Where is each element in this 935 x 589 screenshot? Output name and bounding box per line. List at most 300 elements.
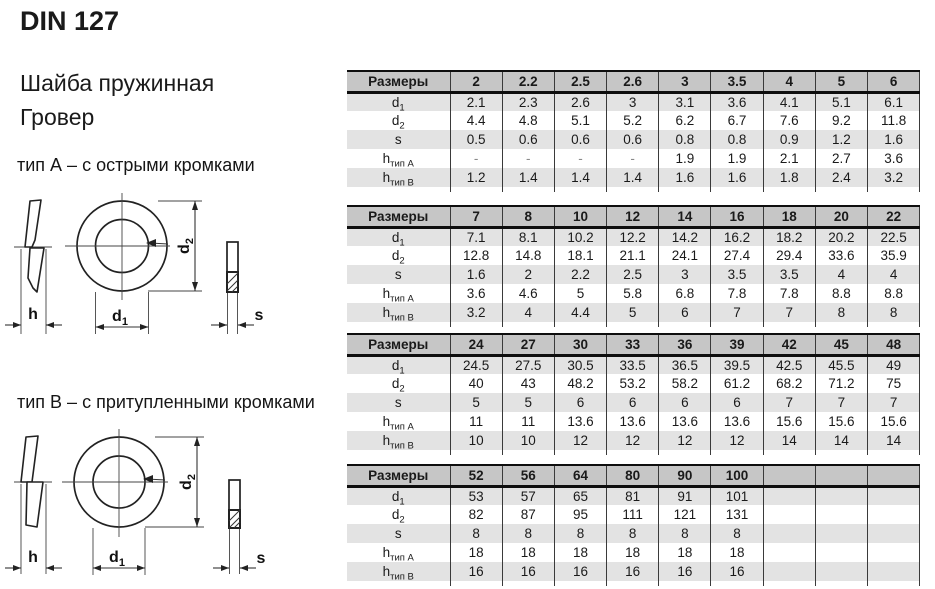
value-cell: - — [607, 149, 659, 168]
value-cell: 75 — [868, 374, 920, 393]
table-row — [347, 524, 920, 543]
value-cell — [763, 562, 815, 581]
border-stub-cell — [659, 581, 711, 586]
dim-label-h: h — [28, 306, 38, 323]
border-stub-row — [347, 450, 920, 455]
value-cell: 6.1 — [868, 92, 920, 111]
value-cell: 12 — [659, 431, 711, 450]
row-label-main: s — [394, 395, 402, 410]
size-column-header: 42 — [763, 334, 815, 355]
value-cell: 5.8 — [607, 284, 659, 303]
value-cell: 1.4 — [554, 168, 606, 187]
value-cell — [815, 562, 867, 581]
row-label — [347, 130, 450, 149]
size-column-header: 24 — [450, 334, 502, 355]
value-cell: 20.2 — [815, 227, 867, 246]
table-row — [347, 505, 920, 524]
table-row — [347, 374, 920, 393]
size-table-3 — [347, 333, 920, 455]
sizes-corner-header: Размеры — [347, 465, 450, 486]
row-label-sub: тип A — [390, 293, 414, 303]
value-cell — [815, 543, 867, 562]
size-column-header: 80 — [607, 465, 659, 486]
border-stub-cell — [763, 322, 815, 327]
front-view — [62, 429, 204, 575]
value-cell: 14 — [868, 431, 920, 450]
border-stub-cell — [868, 581, 920, 586]
value-cell: 4.6 — [502, 284, 554, 303]
row-label-main: d — [391, 507, 400, 522]
value-cell: 18 — [450, 543, 502, 562]
row-label-sub: 1 — [399, 237, 405, 246]
border-stub-cell — [607, 581, 659, 586]
border-stub-cell — [711, 187, 763, 192]
value-cell: 11.8 — [868, 111, 920, 130]
value-cell: 4.1 — [763, 92, 815, 111]
size-column-header: 27 — [502, 334, 554, 355]
size-table-2 — [347, 205, 920, 327]
table-row — [347, 412, 920, 431]
table-row — [347, 543, 920, 562]
row-label-main: s — [394, 132, 402, 147]
value-cell: 7.8 — [711, 284, 763, 303]
value-cell: 12 — [554, 431, 606, 450]
value-cell: 3.2 — [450, 303, 502, 322]
value-cell: 5 — [502, 393, 554, 412]
value-cell: - — [554, 149, 606, 168]
value-cell: 43 — [502, 374, 554, 393]
value-cell: 13.6 — [659, 412, 711, 431]
border-stub-cell — [607, 322, 659, 327]
row-label-main: h — [382, 170, 391, 185]
border-stub-cell — [815, 187, 867, 192]
size-column-header: 18 — [763, 206, 815, 227]
row-label — [347, 524, 450, 543]
row-label-sub: тип A — [390, 552, 414, 562]
border-stub-cell — [450, 187, 502, 192]
value-cell: 131 — [711, 505, 763, 524]
value-cell: 11 — [450, 412, 502, 431]
value-cell: 3 — [659, 265, 711, 284]
value-cell: 2.1 — [763, 149, 815, 168]
border-stub-cell — [347, 450, 450, 455]
size-column-header: 20 — [815, 206, 867, 227]
page-title: DIN 127 — [20, 6, 120, 36]
value-cell: 18.1 — [554, 246, 606, 265]
border-stub-cell — [502, 450, 554, 455]
value-cell: 8 — [450, 524, 502, 543]
border-stub-cell — [502, 187, 554, 192]
side-view — [5, 200, 62, 334]
size-column-header: 22 — [868, 206, 920, 227]
value-cell: 111 — [607, 505, 659, 524]
value-cell: 3.5 — [763, 265, 815, 284]
row-label-sub: тип A — [390, 421, 414, 431]
border-stub-cell — [711, 450, 763, 455]
row-label — [347, 168, 450, 187]
value-cell: 3.2 — [868, 168, 920, 187]
row-label-main: d — [391, 488, 400, 504]
header-row — [347, 334, 920, 355]
value-cell — [815, 505, 867, 524]
value-cell: - — [502, 149, 554, 168]
value-cell: 8 — [554, 524, 606, 543]
table-row — [347, 227, 920, 246]
value-cell: 3.6 — [711, 92, 763, 111]
value-cell: 4.4 — [450, 111, 502, 130]
tables-region — [347, 0, 920, 589]
border-stub-row — [347, 322, 920, 327]
size-column-header: 45 — [815, 334, 867, 355]
value-cell: 1.6 — [868, 130, 920, 149]
value-cell: 14 — [815, 431, 867, 450]
value-cell: 8.8 — [815, 284, 867, 303]
value-cell: 40 — [450, 374, 502, 393]
value-cell: 16 — [554, 562, 606, 581]
value-cell: 4.4 — [554, 303, 606, 322]
page-subtitle-line2: Гровер — [20, 104, 95, 130]
row-label — [347, 246, 450, 265]
value-cell: 7 — [868, 393, 920, 412]
table-row — [347, 431, 920, 450]
border-stub-cell — [711, 581, 763, 586]
size-column-header: 33 — [607, 334, 659, 355]
value-cell: 24.5 — [450, 355, 502, 374]
value-cell: 1.4 — [502, 168, 554, 187]
row-label-main: d — [391, 248, 400, 263]
dim-label-d1: $d_1$ — [109, 549, 125, 569]
value-cell: 21.1 — [607, 246, 659, 265]
size-column-header: 6 — [868, 71, 920, 92]
border-stub-cell — [450, 581, 502, 586]
value-cell: 1.6 — [659, 168, 711, 187]
border-stub-cell — [554, 187, 606, 192]
value-cell: 7 — [815, 393, 867, 412]
border-stub-cell — [502, 322, 554, 327]
size-column-header: 3 — [659, 71, 711, 92]
border-stub-cell — [815, 581, 867, 586]
value-cell: 16 — [502, 562, 554, 581]
value-cell: 2.1 — [450, 92, 502, 111]
value-cell: 8 — [607, 524, 659, 543]
value-cell: 16 — [607, 562, 659, 581]
size-column-header: 7 — [450, 206, 502, 227]
value-cell — [868, 505, 920, 524]
value-cell: 33.6 — [815, 246, 867, 265]
dim-label-d1: $d_1$ — [112, 308, 128, 328]
table-row — [347, 130, 920, 149]
value-cell: 27.5 — [502, 355, 554, 374]
size-column-header — [868, 465, 920, 486]
row-label-sub: 2 — [399, 255, 405, 265]
size-column-header: 16 — [711, 206, 763, 227]
value-cell — [763, 543, 815, 562]
value-cell: 53 — [450, 486, 502, 505]
value-cell: 18.2 — [763, 227, 815, 246]
row-label — [347, 562, 450, 581]
row-label — [347, 265, 450, 284]
size-column-header — [763, 465, 815, 486]
size-column-header: 5 — [815, 71, 867, 92]
value-cell: 5 — [607, 303, 659, 322]
value-cell: 2.2 — [554, 265, 606, 284]
value-cell: 65 — [554, 486, 606, 505]
value-cell: 29.4 — [763, 246, 815, 265]
size-column-header: 48 — [868, 334, 920, 355]
border-stub-row — [347, 187, 920, 192]
value-cell — [868, 562, 920, 581]
value-cell: 91 — [659, 486, 711, 505]
value-cell: 7 — [763, 303, 815, 322]
value-cell: 36.5 — [659, 355, 711, 374]
value-cell: 4 — [502, 303, 554, 322]
row-label-main: h — [382, 286, 391, 301]
value-cell: 6 — [659, 393, 711, 412]
value-cell: 87 — [502, 505, 554, 524]
value-cell: 2.7 — [815, 149, 867, 168]
size-column-header: 2 — [450, 71, 502, 92]
value-cell: 5.2 — [607, 111, 659, 130]
border-stub-cell — [347, 581, 450, 586]
value-cell: 5.1 — [554, 111, 606, 130]
value-cell: 82 — [450, 505, 502, 524]
row-label-sub: 2 — [399, 514, 405, 524]
border-stub-cell — [554, 581, 606, 586]
border-stub-cell — [868, 187, 920, 192]
value-cell: 15.6 — [815, 412, 867, 431]
value-cell: 13.6 — [711, 412, 763, 431]
size-column-header: 2.2 — [502, 71, 554, 92]
value-cell: 2.5 — [607, 265, 659, 284]
border-stub-cell — [607, 187, 659, 192]
value-cell: 2.4 — [815, 168, 867, 187]
value-cell: 48.2 — [554, 374, 606, 393]
value-cell: 0.6 — [502, 130, 554, 149]
value-cell: 0.9 — [763, 130, 815, 149]
value-cell: 8 — [502, 524, 554, 543]
size-column-header: 2.6 — [607, 71, 659, 92]
size-table-4 — [347, 464, 920, 586]
value-cell: 7.1 — [450, 227, 502, 246]
sizes-corner-header: Размеры — [347, 334, 450, 355]
value-cell: 4 — [815, 265, 867, 284]
size-column-header: 2.5 — [554, 71, 606, 92]
row-label — [347, 486, 450, 505]
value-cell: 12.2 — [607, 227, 659, 246]
value-cell: 8 — [868, 303, 920, 322]
type-a-washer-drawing — [0, 188, 280, 340]
value-cell: 12 — [607, 431, 659, 450]
row-label — [347, 149, 450, 168]
table-row — [347, 265, 920, 284]
value-cell: 6.2 — [659, 111, 711, 130]
value-cell: 1.6 — [711, 168, 763, 187]
row-label — [347, 505, 450, 524]
border-stub-cell — [450, 322, 502, 327]
value-cell: 6.8 — [659, 284, 711, 303]
value-cell: 14.8 — [502, 246, 554, 265]
size-column-header: 12 — [607, 206, 659, 227]
dim-label-h: h — [28, 549, 38, 566]
value-cell: 16.2 — [711, 227, 763, 246]
value-cell: 7.8 — [763, 284, 815, 303]
header-row — [347, 71, 920, 92]
value-cell: 27.4 — [711, 246, 763, 265]
value-cell: 5 — [554, 284, 606, 303]
border-stub-cell — [659, 187, 711, 192]
value-cell: - — [450, 149, 502, 168]
border-stub-cell — [815, 450, 867, 455]
border-stub-cell — [554, 322, 606, 327]
table-row — [347, 92, 920, 111]
row-label-sub: 1 — [399, 496, 405, 505]
value-cell: 16 — [450, 562, 502, 581]
value-cell: 1.4 — [607, 168, 659, 187]
row-label-main: s — [394, 526, 402, 541]
value-cell: 15.6 — [868, 412, 920, 431]
size-column-header: 8 — [502, 206, 554, 227]
row-label-sub: тип B — [390, 440, 414, 450]
value-cell: 5 — [450, 393, 502, 412]
row-label-sub: 1 — [399, 102, 405, 111]
row-label-main: h — [382, 305, 391, 320]
value-cell: 3.6 — [868, 149, 920, 168]
value-cell: 1.9 — [711, 149, 763, 168]
row-label-sub: 2 — [399, 120, 405, 130]
size-column-header: 14 — [659, 206, 711, 227]
row-label-main: h — [382, 414, 391, 429]
value-cell: 2.6 — [554, 92, 606, 111]
value-cell: 0.6 — [607, 130, 659, 149]
table-row — [347, 246, 920, 265]
row-label-main: h — [382, 433, 391, 448]
value-cell: 3.1 — [659, 92, 711, 111]
row-label-main: h — [382, 151, 391, 166]
table-row — [347, 284, 920, 303]
value-cell: 45.5 — [815, 355, 867, 374]
row-label — [347, 543, 450, 562]
value-cell: 12.8 — [450, 246, 502, 265]
value-cell: 14 — [763, 431, 815, 450]
table-row — [347, 303, 920, 322]
value-cell: 1.8 — [763, 168, 815, 187]
value-cell: 18 — [659, 543, 711, 562]
row-label-sub: тип A — [390, 158, 414, 168]
table-row — [347, 393, 920, 412]
value-cell: 2 — [502, 265, 554, 284]
border-stub-cell — [347, 322, 450, 327]
value-cell: 49 — [868, 355, 920, 374]
row-label-sub: тип B — [390, 571, 414, 581]
value-cell — [868, 543, 920, 562]
value-cell: 6.7 — [711, 111, 763, 130]
header-row — [347, 465, 920, 486]
border-stub-cell — [815, 322, 867, 327]
size-column-header — [815, 465, 867, 486]
value-cell: 9.2 — [815, 111, 867, 130]
value-cell: 22.5 — [868, 227, 920, 246]
type-b-washer-drawing — [0, 425, 280, 580]
table-row — [347, 562, 920, 581]
value-cell: 35.9 — [868, 246, 920, 265]
value-cell: 57 — [502, 486, 554, 505]
value-cell: 8.1 — [502, 227, 554, 246]
border-stub-cell — [554, 450, 606, 455]
value-cell: 33.5 — [607, 355, 659, 374]
value-cell: 3.5 — [711, 265, 763, 284]
size-column-header: 30 — [554, 334, 606, 355]
border-stub-cell — [607, 450, 659, 455]
size-column-header: 4 — [763, 71, 815, 92]
size-column-header: 56 — [502, 465, 554, 486]
value-cell — [868, 524, 920, 543]
border-stub-cell — [763, 450, 815, 455]
value-cell — [763, 524, 815, 543]
row-label-main: d — [391, 357, 400, 373]
size-column-header: 100 — [711, 465, 763, 486]
value-cell: 6 — [607, 393, 659, 412]
row-label — [347, 303, 450, 322]
sizes-corner-header: Размеры — [347, 71, 450, 92]
row-label-main: h — [382, 564, 391, 579]
border-stub-cell — [659, 450, 711, 455]
table-row — [347, 355, 920, 374]
value-cell: 18 — [554, 543, 606, 562]
value-cell: 10 — [502, 431, 554, 450]
row-label-main: d — [391, 94, 400, 110]
row-label — [347, 355, 450, 374]
value-cell: 8 — [711, 524, 763, 543]
value-cell: 18 — [502, 543, 554, 562]
value-cell: 68.2 — [763, 374, 815, 393]
value-cell: 24.1 — [659, 246, 711, 265]
value-cell: 71.2 — [815, 374, 867, 393]
size-column-header: 39 — [711, 334, 763, 355]
value-cell: 101 — [711, 486, 763, 505]
size-column-header: 64 — [554, 465, 606, 486]
value-cell — [815, 524, 867, 543]
value-cell: 3 — [607, 92, 659, 111]
row-label-main: d — [391, 376, 400, 391]
value-cell: 16 — [711, 562, 763, 581]
dim-label-s: s — [254, 307, 264, 324]
value-cell: 39.5 — [711, 355, 763, 374]
section-view — [213, 480, 266, 574]
sizes-corner-header: Размеры — [347, 206, 450, 227]
value-cell: 0.8 — [711, 130, 763, 149]
border-stub-cell — [868, 450, 920, 455]
value-cell: 95 — [554, 505, 606, 524]
border-stub-row — [347, 581, 920, 586]
value-cell: 42.5 — [763, 355, 815, 374]
value-cell: 1.6 — [450, 265, 502, 284]
value-cell: 61.2 — [711, 374, 763, 393]
value-cell: 4.8 — [502, 111, 554, 130]
value-cell — [868, 486, 920, 505]
dim-label-d2: $d_2$ — [176, 238, 196, 254]
row-label — [347, 393, 450, 412]
value-cell — [763, 486, 815, 505]
row-label-main: s — [394, 267, 402, 282]
value-cell: 30.5 — [554, 355, 606, 374]
row-label — [347, 111, 450, 130]
row-label — [347, 431, 450, 450]
value-cell: 10.2 — [554, 227, 606, 246]
table-row — [347, 111, 920, 130]
value-cell: 13.6 — [554, 412, 606, 431]
value-cell: 8 — [659, 524, 711, 543]
dim-label-s: s — [256, 550, 266, 567]
